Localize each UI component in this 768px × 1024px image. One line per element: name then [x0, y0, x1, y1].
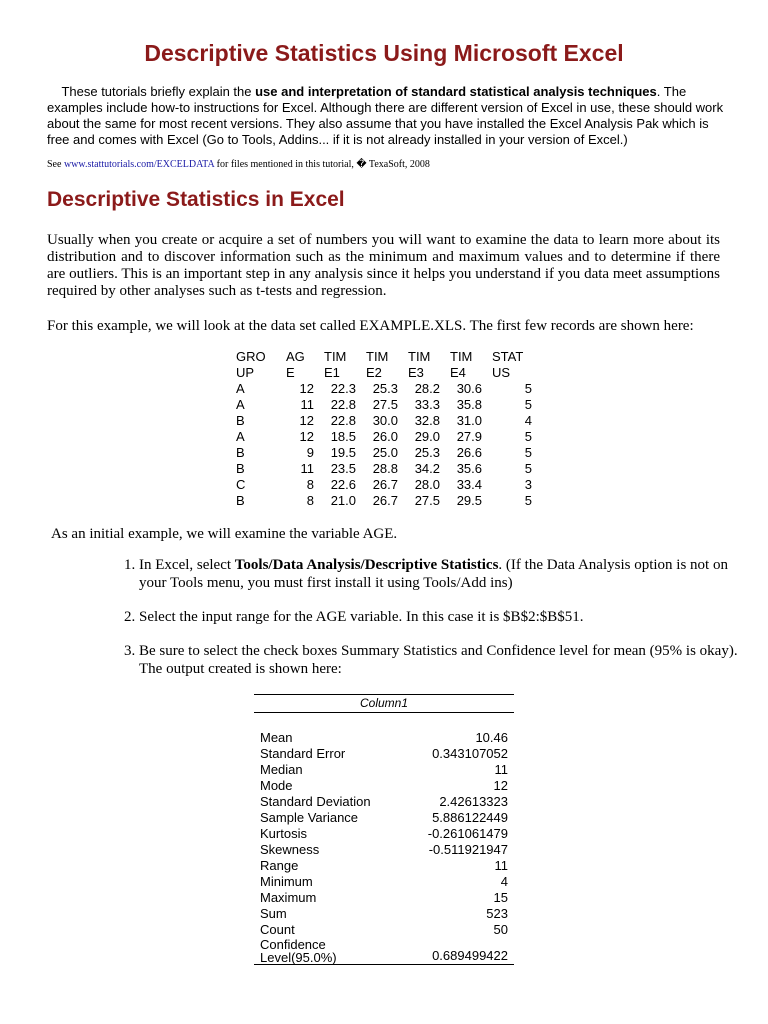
table-cell: 8 — [306, 477, 314, 492]
table-cell: 5 — [524, 493, 532, 508]
stats-row — [254, 746, 514, 762]
table-cell: 28.2 — [414, 381, 440, 396]
stats-label: Median — [260, 762, 303, 777]
stats-row — [254, 874, 514, 890]
table-cell: 8 — [306, 493, 314, 508]
table-cell: 33.4 — [456, 477, 482, 492]
instructions-list — [113, 556, 744, 694]
stats-value: 15 — [493, 890, 508, 905]
page-title: Descriptive Statistics Using Microsoft Excel — [144, 40, 624, 66]
stats-value: 0.343107052 — [432, 746, 508, 761]
stats-label: Mode — [260, 778, 293, 793]
age-paragraph: As an initial example, we will examine the variable AGE. — [51, 526, 398, 542]
table-cell: C — [236, 477, 246, 492]
stats-row — [254, 922, 514, 938]
table-cell: A — [236, 429, 245, 444]
table-cell: 18.5 — [330, 429, 356, 444]
stats-row — [254, 778, 514, 794]
table-cell: B — [236, 461, 245, 476]
step-1: 1. In Excel, select Tools/Data Analysis/Descriptive Statistics. (If the Data Analysis option is not on your Tools menu, you must first install it using Tools/Add ins) — [139, 556, 744, 592]
table-cell: 26.0 — [372, 429, 398, 444]
stats-value: 4 — [500, 874, 508, 889]
example-paragraph: For this example, we will look at the data set called EXAMPLE.XLS. The first few records are shown here: — [47, 318, 694, 334]
stats-value: 12 — [493, 778, 508, 793]
table-row — [236, 461, 532, 477]
table-cell: 33.3 — [414, 397, 440, 412]
stats-label: Range — [260, 858, 299, 873]
step-3: 3. Be sure to select the check boxes Summary Statistics and Confidence level for mean (95% is okay). The output created is shown here: — [139, 642, 744, 678]
column-header: TIM E2 — [366, 349, 389, 380]
data-table-header — [236, 349, 532, 381]
stats-label: Sample Variance — [260, 810, 359, 825]
stats-row — [254, 810, 514, 826]
table-row — [236, 413, 532, 429]
stats-value: 11 — [494, 858, 508, 873]
stats-row — [254, 906, 514, 922]
table-cell: 27.5 — [372, 397, 398, 412]
table-cell: 26.7 — [372, 477, 398, 492]
table-cell: 5 — [524, 429, 532, 444]
table-cell: 4 — [524, 413, 532, 428]
stats-table — [254, 730, 514, 965]
stats-value: 0.689499422 — [402, 938, 514, 965]
descriptive-stats-output — [254, 694, 514, 965]
table-cell: 5 — [524, 461, 532, 476]
step-2: 2. Select the input range for the AGE variable. In this case it is $B$2:$B$51. — [139, 608, 744, 626]
stats-label: Sum — [260, 906, 287, 921]
stats-label: Kurtosis — [260, 826, 307, 841]
data-files-link[interactable]: www.stattutorials.com/EXCELDATA — [63, 159, 215, 170]
stats-label: Confidence Level(95.0%) — [254, 938, 402, 965]
intro-bold: use and interpretation of standard statistical analysis techniques — [255, 84, 657, 99]
table-cell: 22.8 — [330, 397, 356, 412]
stats-row — [254, 842, 514, 858]
table-cell: 34.2 — [414, 461, 440, 476]
table-cell: 28.0 — [414, 477, 440, 492]
stats-value: 11 — [494, 762, 508, 777]
section-title: Descriptive Statistics in Excel — [47, 188, 345, 211]
table-cell: 5 — [524, 397, 532, 412]
table-cell: 11 — [300, 461, 314, 476]
column-header: GRO UP — [236, 349, 266, 380]
table-cell: 30.0 — [372, 413, 398, 428]
stats-value: 5.886122449 — [432, 810, 508, 825]
table-cell: 21.0 — [330, 493, 356, 508]
stats-value: 523 — [486, 906, 508, 921]
stats-row — [254, 794, 514, 810]
column-header: TIM E1 — [324, 349, 347, 380]
table-cell: B — [236, 445, 245, 460]
column-header: STAT US — [492, 349, 524, 380]
column-header: TIM E3 — [408, 349, 431, 380]
stats-row-confidence — [254, 938, 514, 965]
stats-value: -0.511921947 — [428, 842, 508, 857]
stats-row — [254, 762, 514, 778]
stats-value: -0.261061479 — [427, 826, 508, 841]
table-cell: B — [236, 493, 245, 508]
table-cell: A — [236, 381, 245, 396]
table-cell: 35.8 — [456, 397, 482, 412]
stats-row — [254, 890, 514, 906]
table-cell: 11 — [300, 397, 314, 412]
table-cell: 3 — [524, 477, 532, 492]
table-cell: 27.9 — [456, 429, 482, 444]
table-cell: B — [236, 413, 245, 428]
table-cell: 12 — [299, 381, 314, 396]
table-cell: 28.8 — [372, 461, 398, 476]
table-cell: 9 — [306, 445, 314, 460]
example-data-table — [236, 349, 532, 509]
stats-value: 50 — [493, 922, 508, 937]
stats-row — [254, 730, 514, 746]
intro-paragraph: These tutorials briefly explain the use and interpretation of standard statistical analysis techniques. The examples include how-to instructions for Excel. Although there are different version of Excel in use, these should work about the same for most recent versions. They also assume that you have installed the Excel Analysis Pak which is free and comes with Excel (Go to Tools, Addins... if it is not already installed in your version of Excel.) — [47, 84, 724, 147]
table-cell: 12 — [299, 429, 314, 444]
table-cell: 26.6 — [456, 445, 482, 460]
table-cell: 26.7 — [372, 493, 398, 508]
table-row — [236, 429, 532, 445]
table-cell: 25.3 — [372, 381, 398, 396]
table-cell: 32.8 — [414, 413, 440, 428]
column-header: TIM E4 — [450, 349, 473, 380]
table-cell: 31.0 — [456, 413, 482, 428]
table-cell: 29.0 — [414, 429, 440, 444]
table-cell: 22.8 — [330, 413, 356, 428]
stats-label: Standard Deviation — [260, 794, 371, 809]
column-header: AG E — [286, 349, 305, 380]
table-row — [236, 493, 532, 509]
stats-label: Count — [260, 922, 295, 937]
table-row — [236, 397, 532, 413]
stats-value: 2.42613323 — [439, 794, 508, 809]
table-cell: 19.5 — [330, 445, 356, 460]
stats-row — [254, 858, 514, 874]
table-cell: 25.0 — [372, 445, 398, 460]
stats-value: 10.46 — [475, 730, 508, 745]
table-cell: 30.6 — [456, 381, 482, 396]
stats-label: Minimum — [260, 874, 313, 889]
table-cell: 22.3 — [330, 381, 356, 396]
table-cell: 5 — [524, 445, 532, 460]
stats-label: Maximum — [260, 890, 317, 905]
table-cell: 22.6 — [330, 477, 356, 492]
table-cell: 35.6 — [456, 461, 482, 476]
stats-label: Standard Error — [260, 746, 346, 761]
table-row — [236, 381, 532, 397]
table-cell: 12 — [299, 413, 314, 428]
stats-header: Column1 — [254, 694, 514, 713]
table-cell: 23.5 — [330, 461, 356, 476]
table-cell: 5 — [524, 381, 532, 396]
table-cell: A — [236, 397, 245, 412]
table-cell: 27.5 — [414, 493, 440, 508]
table-cell: 29.5 — [456, 493, 482, 508]
source-note: See www.stattutorials.com/EXCELDATA for files mentioned in this tutorial, � TexaSoft, 2008 — [47, 159, 430, 170]
table-row — [236, 477, 532, 493]
stats-label: Skewness — [260, 842, 320, 857]
stats-label: Mean — [260, 730, 293, 745]
intro-body-paragraph: Usually when you create or acquire a set of numbers you will want to examine the data to learn more about its distribution and to discover information such as the minimum and maximum values and to determine if there are outliers. This is an important step in any analysis since it helps you understand if you data meet assumptions required by other analyses such as t-tests and regression. — [47, 232, 720, 299]
table-row — [236, 445, 532, 461]
table-cell: 25.3 — [414, 445, 440, 460]
stats-row — [254, 826, 514, 842]
